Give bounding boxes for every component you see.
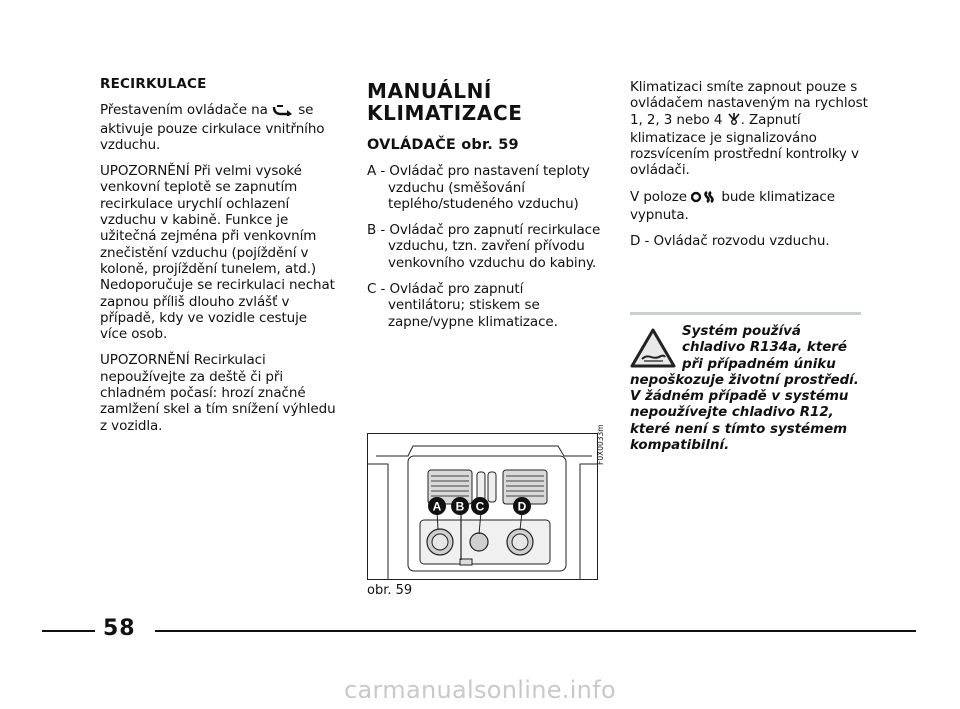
warning-box [630,312,861,454]
paragraph: UPOZORNĚNÍ Recirkulaci nepoužívejte za deště či při chladném počasí: hrozí značné zamlžení skel a tím snížení výhledu z vozidla. [100,352,336,434]
svg-text:B: B [455,499,465,514]
column-instructions [630,79,870,260]
paragraph-text: . Zapnutí klimatizace je signalizováno rozsvícením prostřední kontrolky v ovládači. [630,111,859,179]
figure-dashboard-controls [367,433,598,580]
warning-triangle-icon [630,328,676,372]
watermark: carmanualsonline.info [344,676,616,704]
svg-text:A: A [432,499,442,514]
dashboard-illustration [368,434,597,579]
off-fan-icon [691,191,717,207]
paragraph: D - Ovládač rozvodu vzduchu. [630,233,830,250]
section-heading: RECIRKULACE [100,76,207,92]
title-line: KLIMATIZACE [367,101,523,125]
svg-text:C: C [475,499,485,514]
figure-label-a [428,497,446,515]
figure-label-c [471,497,489,515]
figure-caption: obr. 59 [367,583,413,598]
list-item: B - Ovládač pro zapnutí recirkulace vzduchu, tzn. zavření přívodu venkovního vzduchu do kabiny. [367,222,601,271]
paragraph: UPOZORNĚNÍ Při velmi vysoké venkovní teplotě se zapnutím recirkulace urychlí ochlazení vzduchu v kabině. Funkce je užitečná zejména při venkovním znečistění vzduchu (pojíždění v koloně, projíždění tunelem, atd.) Nedoporučuje se recirkulaci nechat zapnou příliš dlouho zvlášť v případě, kdy ve vozidle cestuje více osob. [100,163,335,343]
recirculation-icon [272,104,294,120]
paragraph-text: V poloze [630,188,687,205]
figure-label-d [513,497,531,515]
paragraph-text: bude klimatizace vypnuta. [630,188,835,224]
svg-text:D: D [517,499,527,514]
warning-text-rest: nepoškozuje životní prostředí. V žádném případě v systému nepoužívejte chladivo R12, které není s tímto systémem kompatibilní. [630,372,859,454]
fan-icon [727,113,741,130]
title-line: MANUÁLNÍ [367,79,492,103]
column-recirculation [100,76,336,444]
paragraph-text: Klimatizaci smíte zapnout pouze s ovládačem nastaveným na rychlost 1, 2, 3 nebo 4 [630,79,868,128]
warning-text-first: Systém používá chladivo R134a, které při případném úniku [682,324,847,372]
paragraph [100,102,336,153]
list-item: A - Ovládač pro nastavení teploty vzduchu (směšování teplého/studeného vzduchu) [367,163,590,212]
page-title [367,80,603,124]
figure-label-b [451,497,469,515]
section-subheading: OVLÁDAČE obr. 59 [367,137,519,153]
footer-rule-left [42,630,95,632]
column-manual-ac [367,80,603,340]
paragraph-text: se aktivuje pouze cirkulace vnitřního vzduchu. [100,102,325,153]
footer-rule-right [155,630,916,632]
list-item: C - Ovládač pro zapnutí ventilátoru; stiskem se zapne/vypne klimatizace. [367,281,558,330]
paragraph-text: Přestavením ovládače na [100,102,268,119]
figure-code: F0X0033m [596,424,605,465]
paragraph [630,79,870,179]
page-number: 58 [103,616,136,641]
paragraph [630,189,870,224]
